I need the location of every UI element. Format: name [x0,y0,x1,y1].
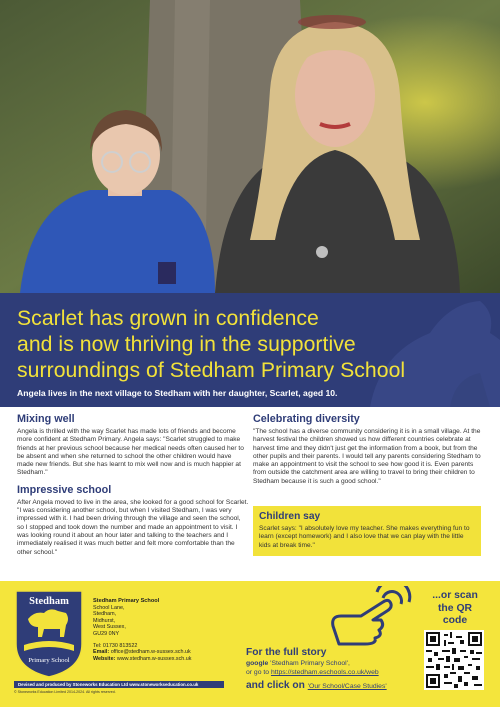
contact-tel: Tel: 01730 813522 [93,642,138,649]
scan-line-3: code [442,615,468,626]
headline-line-3: surroundings of Stedham Primary School [17,359,406,382]
address-line: Stedham, [93,611,117,618]
crest-bottom-text: Primary School [28,657,70,664]
contact-block [93,598,243,662]
google-instruction [246,660,350,667]
pointing-hand-icon [325,586,415,646]
contact-school-name: Stedham Primary School [93,598,160,604]
website-link[interactable]: www.stedham.w-sussex.sch.uk [116,655,192,662]
google-word: google [246,660,269,667]
scan-qr-text [420,590,490,628]
section-title-diversity: Celebrating diversity [253,413,360,425]
google-query: 'Stedham Primary School', [270,660,350,667]
left-column [17,413,249,557]
section-body-mixing: Angela is thrilled with the way Scarlet has made lots of friends and become more confident at Stedham Primary. Angela says: "Scarlet struggled to make friends at her previous school because her medical needs often caused her to be absent and when she returned to school the other children would have made new friends. But she has learnt to mix well now and is much happier at Stedham." [17,428,244,477]
right-column [253,413,485,486]
hero-photo [0,0,500,293]
section-title-children: Children say [259,511,321,522]
page-headline [17,306,487,384]
address-line: West Sussex, [93,624,126,631]
address-line: GU29 0NY [93,630,120,637]
crest-top-text: Stedham [29,596,69,607]
address-line: Midhurst, [93,617,116,624]
school-crest-icon [14,589,84,679]
section-title-impressive: Impressive school [17,483,112,496]
case-studies-link[interactable]: 'Our School/Case Studies' [307,683,387,690]
headline-line-1: Scarlet has grown in confidence [17,307,319,330]
hero-photo-illustration [0,0,500,293]
copyright-text: © Stoneworks Education Limited 2014-2024. All rights reserved. [14,690,116,694]
click-on-instruction [246,680,387,691]
goto-instruction [246,669,379,676]
click-on-text: and click on [246,680,305,691]
credit-bar: Devised and produced by Stoneworks Education Ltd www.stoneworkseducation.co.uk [14,681,224,688]
qr-code-pattern [426,632,482,688]
scan-line-1: ...or scan [432,590,478,601]
section-body-diversity: "The school has a diverse community considering it is in a small village. At the harvest festival the children showed us how different countries celebrate at harvest time and they didn't just get the information from a book, but from the other pupils and their parents. I would tell any parents considering Stedham to make an appointment to visit the school to see how good it is. Even parents from outside the catchment area are willing to travel to bring their children to Stedham because it is such a good school." [253,428,481,485]
headline-line-2: and is now thriving in the supportive [17,333,356,356]
section-title-mixing: Mixing well [17,413,75,425]
goto-prefix: or go to [246,669,270,676]
website-label: Website: [93,655,116,662]
address-line: School Lane, [93,604,125,611]
email-label: Email: [93,649,110,656]
headline-subline: Angela lives in the next village to Stedham with her daughter, Scarlet, aged 10. [17,388,338,398]
scan-line-2: the QR [437,602,473,614]
school-website-link[interactable]: https://stedham.eschools.co.uk/web [270,669,379,676]
section-body-impressive: After Angela moved to live in the area, she looked for a good school for Scarlet. "I was considering another school, but when I visited Stedham, I was very impressed with it. I had been driving through the village and seen the school, so I stopped and took down the number and made an appointment to visit. I was looking round it about an hour later and talking to the teachers and I immediately realised it was much better and felt more comfortable than the other school." [17,498,249,556]
qr-code-icon[interactable] [424,630,484,690]
children-say-box [253,506,481,556]
email-link[interactable]: office@stedham.w-sussex.sch.uk [110,649,191,656]
full-story-heading: For the full story [246,647,327,658]
section-body-children: Scarlet says: "I absolutely love my teacher. She makes everything fun to learn (except homework) and I also love that we can play with the little kids at break time." [259,525,470,549]
